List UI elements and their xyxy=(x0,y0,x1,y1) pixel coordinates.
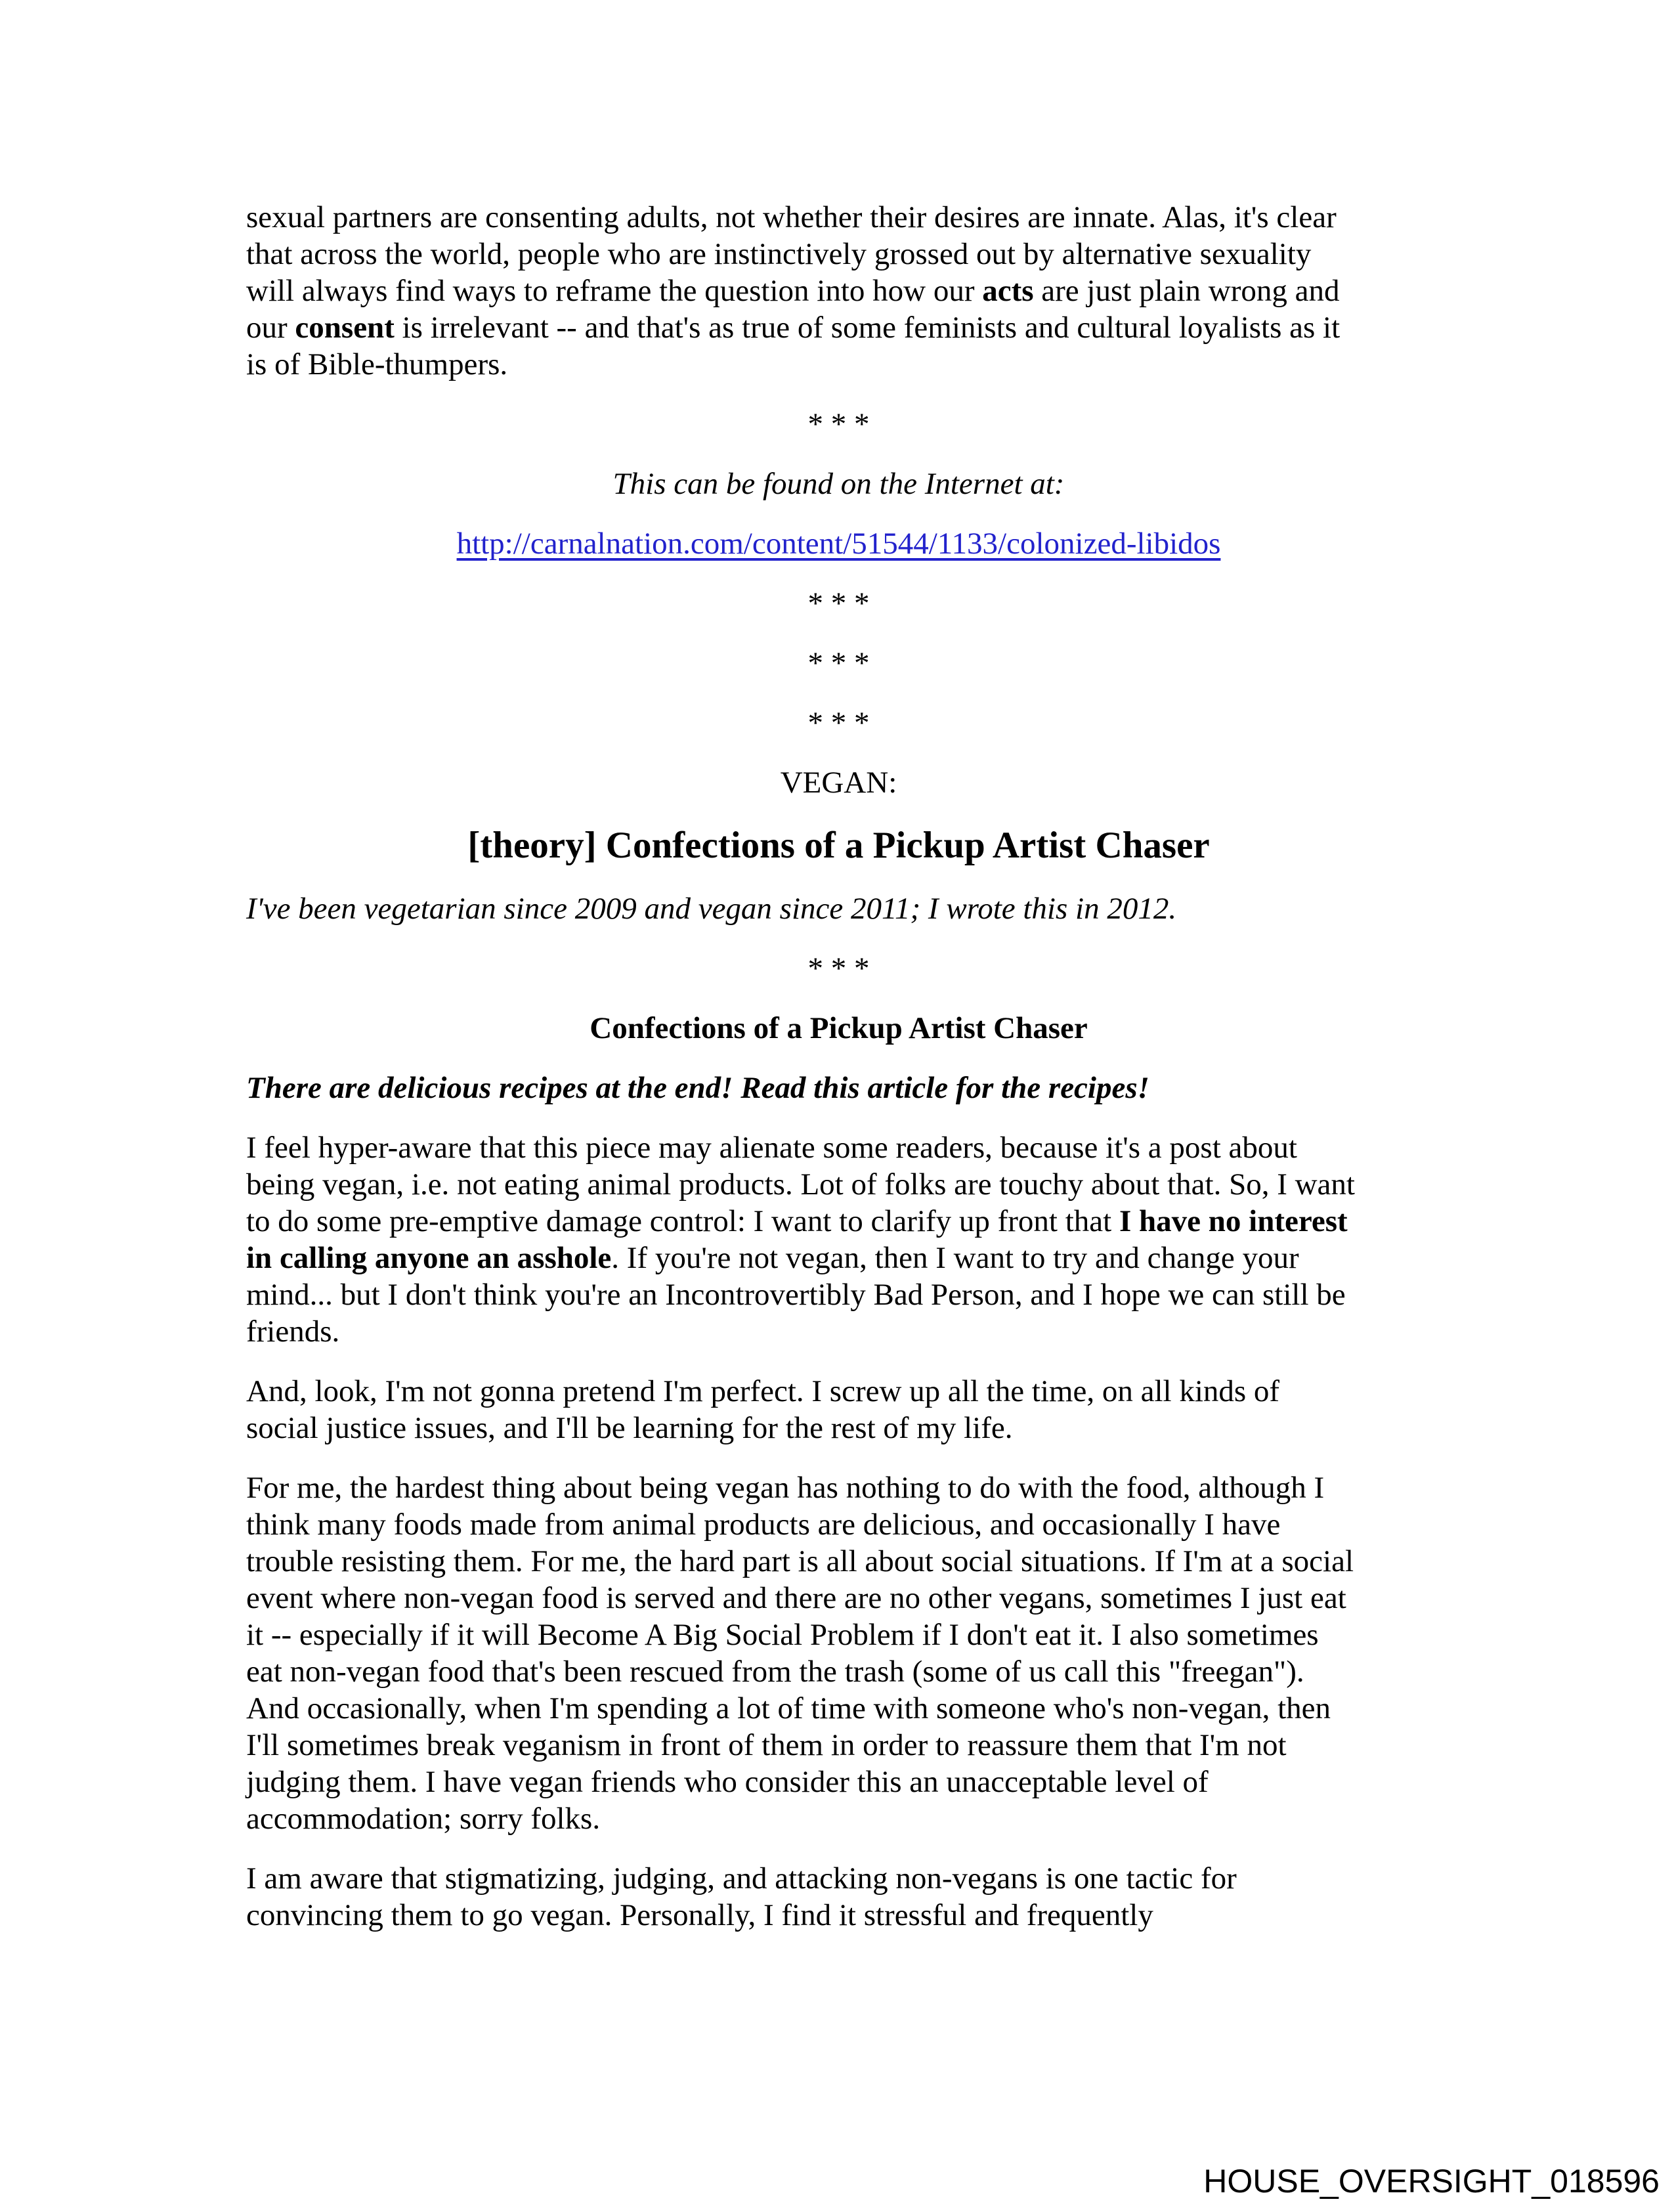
text-segment: it -- especially if it will Become A Big Social Problem if I don't eat it. I also sometimes xyxy=(246,1618,1319,1652)
paragraph-line xyxy=(246,1616,1431,1653)
paragraph-line xyxy=(246,1469,1431,1506)
paragraph-line xyxy=(246,236,1431,272)
body-paragraph xyxy=(246,1129,1431,1350)
body-paragraph xyxy=(246,1860,1431,1934)
paragraph-line xyxy=(246,1410,1431,1446)
text-segment: accommodation; sorry folks. xyxy=(246,1802,601,1836)
bold-text-segment: acts xyxy=(982,274,1034,308)
section-separator: * * * xyxy=(807,407,870,441)
text-segment: I am aware that stigmatizing, judging, and attacking non-vegans is one tactic for xyxy=(246,1861,1237,1896)
text-segment: our xyxy=(246,311,295,345)
bates-stamp: HOUSE_OVERSIGHT_018596 xyxy=(1203,2163,1660,2200)
recipes-teaser: There are delicious recipes at the end! Read this article for the recipes! xyxy=(246,1071,1149,1105)
document-body xyxy=(246,199,1431,1934)
section-separator: * * * xyxy=(807,586,870,620)
paragraph-line xyxy=(246,272,1431,309)
paragraph-line xyxy=(246,1166,1431,1203)
paragraph-line xyxy=(246,309,1431,346)
text-segment: For me, the hardest thing about being vegan has nothing to do with the food, although I xyxy=(246,1471,1325,1505)
paragraph-line xyxy=(246,1764,1431,1800)
text-segment: to do some pre-emptive damage control: I want to clarify up front that xyxy=(246,1204,1119,1238)
paragraph-line xyxy=(246,1276,1431,1313)
paragraph-line xyxy=(246,1580,1431,1616)
paragraph-line xyxy=(246,1313,1431,1350)
text-segment: social justice issues, and I'll be learning for the rest of my life. xyxy=(246,1411,1013,1445)
text-segment: And, look, I'm not gonna pretend I'm perfect. I screw up all the time, on all kinds of xyxy=(246,1374,1280,1408)
paragraph-line xyxy=(246,1203,1431,1240)
text-segment: are just plain wrong and xyxy=(1033,274,1340,308)
text-segment: being vegan, i.e. not eating animal products. Lot of folks are touchy about that. So, I want xyxy=(246,1167,1355,1202)
paragraph-line xyxy=(246,1543,1431,1580)
paragraph-line xyxy=(246,1653,1431,1690)
text-segment: friends. xyxy=(246,1314,340,1349)
text-segment: I feel hyper-aware that this piece may alienate some readers, because it's a post about xyxy=(246,1131,1297,1165)
text-segment: mind... but I don't think you're an Incontrovertibly Bad Person, and I hope we can still be xyxy=(246,1278,1346,1312)
section-label: VEGAN: xyxy=(780,766,897,800)
section-separator: * * * xyxy=(807,646,870,680)
text-segment: I'll sometimes break veganism in front of them in order to reassure them that I'm not xyxy=(246,1728,1287,1762)
text-segment: that across the world, people who are instinctively grossed out by alternative sexuality xyxy=(246,237,1312,271)
internet-note: This can be found on the Internet at: xyxy=(612,467,1065,501)
section-separator: * * * xyxy=(807,951,870,986)
paragraph-line xyxy=(246,199,1431,236)
author-note: I've been vegetarian since 2009 and vegan since 2011; I wrote this in 2012. xyxy=(246,892,1177,926)
bold-text-segment: consent xyxy=(295,311,395,345)
text-segment: judging them. I have vegan friends who consider this an unacceptable level of xyxy=(246,1765,1209,1799)
paragraph-line xyxy=(246,1897,1431,1934)
text-segment: eat non-vegan food that's been rescued from the trash (some of us call this "freegan"). xyxy=(246,1655,1304,1689)
text-segment: will always find ways to reframe the question into how our xyxy=(246,274,983,308)
body-paragraph xyxy=(246,1373,1431,1446)
article-subtitle: Confections of a Pickup Artist Chaser xyxy=(590,1011,1088,1045)
article-title: [theory] Confections of a Pickup Artist Chaser xyxy=(467,825,1210,866)
paragraph-line xyxy=(246,1727,1431,1764)
text-segment: convincing them to go vegan. Personally, I find it stressful and frequently xyxy=(246,1898,1153,1932)
hyperlink[interactable]: http://carnalnation.com/content/51544/1133/colonized-libidos xyxy=(456,527,1221,561)
section-separator: * * * xyxy=(807,706,870,740)
text-segment: And occasionally, when I'm spending a lot of time with someone who's non-vegan, then xyxy=(246,1691,1331,1725)
text-segment: is irrelevant -- and that's as true of some feminists and cultural loyalists as it xyxy=(394,311,1341,345)
paragraph-line xyxy=(246,346,1431,383)
paragraph-line xyxy=(246,1506,1431,1543)
body-paragraph xyxy=(246,199,1431,383)
text-segment: sexual partners are consenting adults, not whether their desires are innate. Alas, it's clear xyxy=(246,200,1337,234)
text-segment: is of Bible-thumpers. xyxy=(246,347,508,381)
body-paragraph xyxy=(246,1469,1431,1837)
text-segment: . If you're not vegan, then I want to try and change your xyxy=(611,1241,1299,1275)
paragraph-line xyxy=(246,1129,1431,1166)
paragraph-line xyxy=(246,1240,1431,1276)
hyperlink-line xyxy=(246,525,1431,562)
bold-text-segment: I have no interest xyxy=(1119,1204,1348,1238)
paragraph-line xyxy=(246,1690,1431,1727)
text-segment: event where non-vegan food is served and there are no other vegans, sometimes I just eat xyxy=(246,1581,1346,1615)
paragraph-line xyxy=(246,1860,1431,1897)
paragraph-line xyxy=(246,1373,1431,1410)
paragraph-line xyxy=(246,1800,1431,1837)
text-segment: trouble resisting them. For me, the hard part is all about social situations. If I'm at a social xyxy=(246,1544,1354,1578)
text-segment: think many foods made from animal products are delicious, and occasionally I have xyxy=(246,1507,1281,1542)
bold-text-segment: in calling anyone an asshole xyxy=(246,1241,612,1275)
